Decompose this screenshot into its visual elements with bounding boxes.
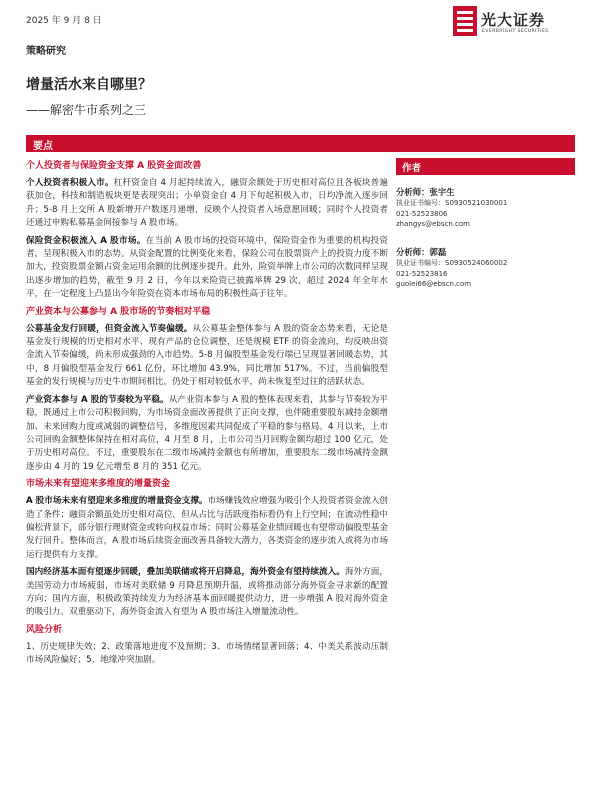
paragraph-body: 从公募基金整体参与 A 股的资金态势来看，无论是基金发行规模的历史相对水平、现有产品的仓位调整，还是规模 ETF 的资金流向，均反映出资金流入节奏偏缓，尚未形成强劲的入市趋势。5-8 月偏股型基金发行端已呈现显著回暖态势，其中，8 月偏股型基金发行 661 亿份，环比增加 43.9%，同比增加 517%。不过，当前偏股型基金的发行规模与历史牛市期间相比，仍处于相对较低水平，尚未恢复至过往的活跃状态。 (26, 323, 388, 388)
everbright-logo (453, 6, 588, 40)
author-band (396, 158, 575, 175)
report-title: 增量活水来自哪里？ (26, 77, 152, 93)
analyst-phone: 021-52523816 (396, 269, 448, 278)
paragraph-body: 杠杆资金自 4 月起持续流入，融资余额处于历史相对高位且各板块普遍获加仓，科技和制造板块更是表现突出；小单资金自 4 月下旬起积极入市，日均净流入逐步回升；5-8 月上交所 A 股新增开户数逐月递增，反映个人投资者入场意愿回暖；同时个人投资者还通过申购私募基金间接参与 A 股市场。 (26, 178, 388, 229)
section-heading: 市场未来有望迎来多维度的增量资金 (26, 479, 171, 490)
section-future-capital (26, 478, 388, 620)
paragraph-body: 在当前 A 股市场的投资环境中，保险资金作为重要的机构投资者，呈现积极入市的态势。从资金配置的比例变化来看，保险公司在股票资产上的投资力度不断加大，投资股票金额占资金运用余额的比例逐步提升。此外，险资举牌上市公司的次数同样呈现出逐步增加的趋势，截至 9 月 2 日，今年以来险资已披露举牌 29 次，超过 2024 年全年水平，在一定程度上凸显出今年险资在资本市场布局的积极性高于往年。 (26, 235, 388, 300)
paragraph-lead: 个人投资者积极入市。 (26, 178, 114, 188)
paragraph-body: 市场赚钱效应增强为吸引个人投资者资金流入创造了条件；融资余额虽处历史相对高位，但从占比与活跃度指标看仍有上行空间；在流动性稳中偏松背景下，部分银行理财资金或转向权益市场；同时公募基金业绩回暖也有望带动偏股型基金发行回升。整体而言，A 股市场后续资金面改善具备较大潜力，各类资金的逐步流入或将为市场运行提供有力支撑。 (26, 496, 389, 560)
analyst-cert: 执业证书编号：S0930521030001 (396, 199, 508, 207)
paragraph-lead: A 股市场未来有望迎来多维度的增量资金支撑。 (26, 496, 208, 507)
paragraph (26, 323, 388, 390)
section-heading: 产业资本与公募参与 A 股市场的节奏相对平稳 (26, 306, 211, 317)
paragraph (26, 566, 388, 620)
logo-name: 光大证券 (481, 11, 546, 29)
analyst-email[interactable]: zhangys@ebscn.com (396, 220, 470, 228)
section-heading: 风险分析 (26, 624, 63, 635)
paragraph (26, 495, 388, 562)
summary-content (26, 160, 388, 800)
logo-english-name: EVERBRIGHT SECURITIES (482, 29, 549, 34)
section-heading: 个人投资者与保险资金支撑 A 股资金面改善 (26, 161, 202, 171)
paragraph-body: 1、历史规律失效；2、政策落地进度不及预期；3、市场情绪显著回落；4、中美关系波动压制市场风险偏好；5、地缘冲突加剧。 (26, 641, 388, 666)
analyst-phone: 021-52523806 (396, 209, 448, 218)
author-band-label: 作者 (402, 163, 422, 174)
section-investors (26, 160, 388, 302)
analyst-email[interactable]: guolei66@ebscn.com (396, 280, 472, 288)
analyst-cert: 执业证书编号：S0930524060002 (396, 259, 508, 267)
section-industry-capital (26, 306, 388, 474)
paragraph-lead: 产业资本参与 A 股的节奏较为平稳。 (26, 394, 169, 405)
paragraph-body: 海外方面，美国劳动力市场疲弱，市场对美联储 9 月降息预期升温，或将推动部分海外资金寻求新的配置方向；国内方面，积极政策持续发力为经济基本面回暖提供动力，进一步增强 A 股对海外资金的吸引力。双重驱动下，海外资金流入有望为 A 股市场注入增量流动性。 (26, 567, 388, 618)
paragraph (26, 177, 388, 231)
paragraph-body: 从产业资本参与 A 股的整体表现来看，其参与节奏较为平稳，既通过上市公司积极回购，为市场资金面改善提供了正向支撑，也伴随重要股东减持金额增加、未来回购力度或减弱的调整信号，多维度因素共同促成了平稳的参与格局。4 月以来，上市公司回购金额整体保持在相对高位，4 月至 8 月，上市公司当月回购金额均超过 100 亿元，处于历史相对高位。不过，重要股东在二级市场减持金额也有所增加，重要股东二级市场减持金额逐步由 4 月的 19 亿元增至 8 月的 351 亿元。 (26, 394, 388, 472)
analyst-card (396, 246, 575, 290)
analyst-name: 分析师：张宇生 (396, 187, 455, 197)
paragraph-lead: 公募基金发行回暖，但资金流入节奏偏缓。 (26, 323, 193, 334)
summary-band-label: 要点 (33, 141, 53, 152)
report-date: 2025 年 9 月 8 日 (26, 16, 102, 26)
paragraph (26, 235, 388, 302)
paragraph (26, 394, 388, 474)
analyst-name: 分析师：郭磊 (396, 247, 447, 257)
logo-mark-icon (453, 6, 477, 36)
report-subtitle: ——解密牛市系列之三 (26, 103, 147, 117)
report-category: 策略研究 (26, 46, 66, 57)
paragraph (26, 641, 388, 668)
section-risk (26, 624, 388, 668)
summary-band (26, 135, 575, 152)
paragraph-lead: 国内经济基本面有望逐步回暖，叠加美联储或将开启降息，海外资金有望持续流入。 (26, 567, 345, 578)
analyst-card (396, 186, 575, 230)
paragraph-lead: 保险资金积极流入 A 股市场。 (26, 235, 146, 246)
